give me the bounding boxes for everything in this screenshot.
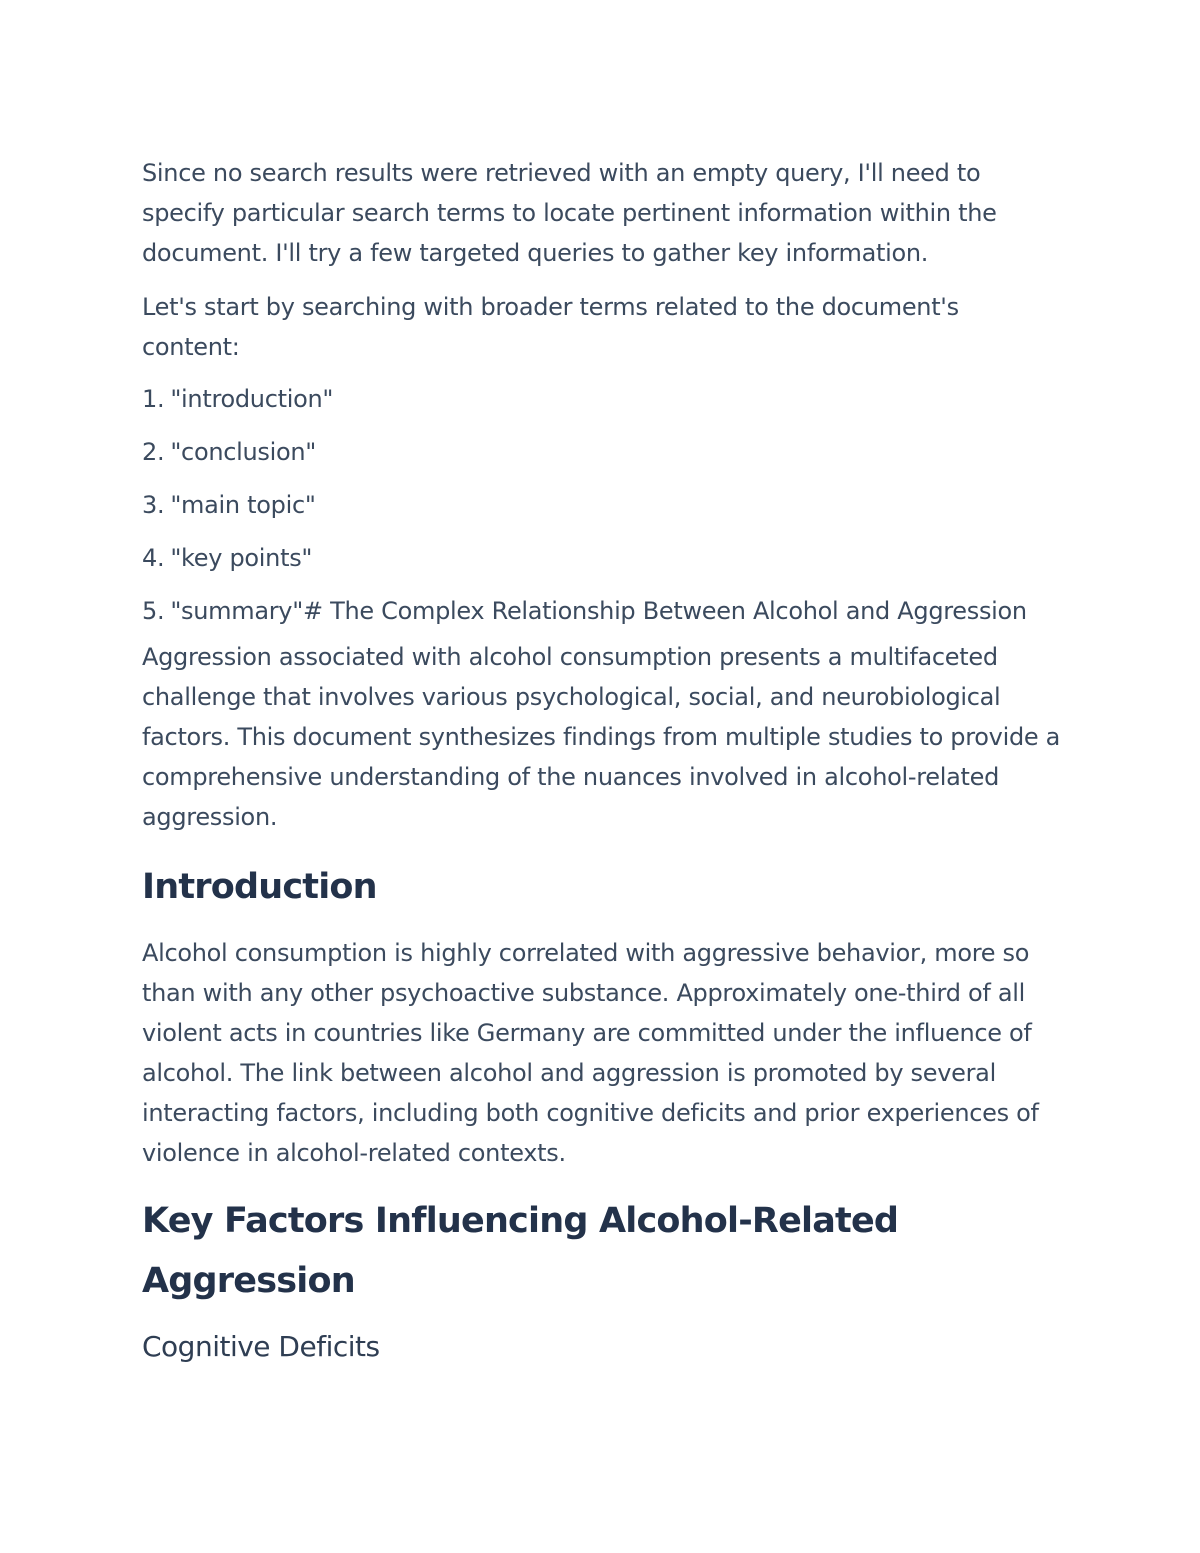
start-paragraph: Let's start by searching with broader terms related to the document's content: [142, 293, 959, 361]
aggression-paragraph: Aggression associated with alcohol consumption presents a multifaceted challenge that involves various psychological, social, and neurobiological factors. This document synthesizes findings from multiple studies to provide a comprehensive understanding of the nuances involved in alcohol-related aggression. [142, 643, 1061, 831]
intro-paragraph: Since no search results were retrieved with an empty query, I'll need to specify particular search terms to locate pertinent information within the document. I'll try a few targeted queries to gather key information. [142, 159, 997, 267]
list-item-text: "introduction" [170, 385, 334, 413]
list-item [142, 538, 1062, 578]
introduction-body: Alcohol consumption is highly correlated with aggressive behavior, more so than with any other psychoactive substance. Approximately one-third of all violent acts in countries like Germany are committed under the influence of alcohol. The link between alcohol and aggression is promoted by several interacting factors, including both cognitive deficits and prior experiences of violence in alcohol-related contexts. [142, 939, 1039, 1167]
cognitive-deficits-subheading: Cognitive Deficits [142, 1330, 380, 1363]
list-item-number: 2. [142, 438, 165, 466]
query-list [142, 379, 1062, 631]
list-item [142, 379, 1062, 419]
document-page [142, 153, 1062, 1369]
list-item-text: "summary"# The Complex Relationship Between Alcohol and Aggression [170, 597, 1027, 625]
list-item-number: 5. [142, 597, 165, 625]
key-factors-heading: Key Factors Influencing Alcohol-Related Aggression [142, 1201, 899, 1301]
list-item [142, 485, 1062, 525]
list-item-text: "main topic" [170, 491, 316, 519]
introduction-heading: Introduction [142, 867, 377, 907]
list-item-text: "key points" [170, 544, 313, 572]
list-item-text: "conclusion" [170, 438, 317, 466]
list-item-number: 3. [142, 491, 165, 519]
list-item-number: 1. [142, 385, 165, 413]
list-item-number: 4. [142, 544, 165, 572]
list-item [142, 432, 1062, 472]
list-item [142, 591, 1062, 631]
